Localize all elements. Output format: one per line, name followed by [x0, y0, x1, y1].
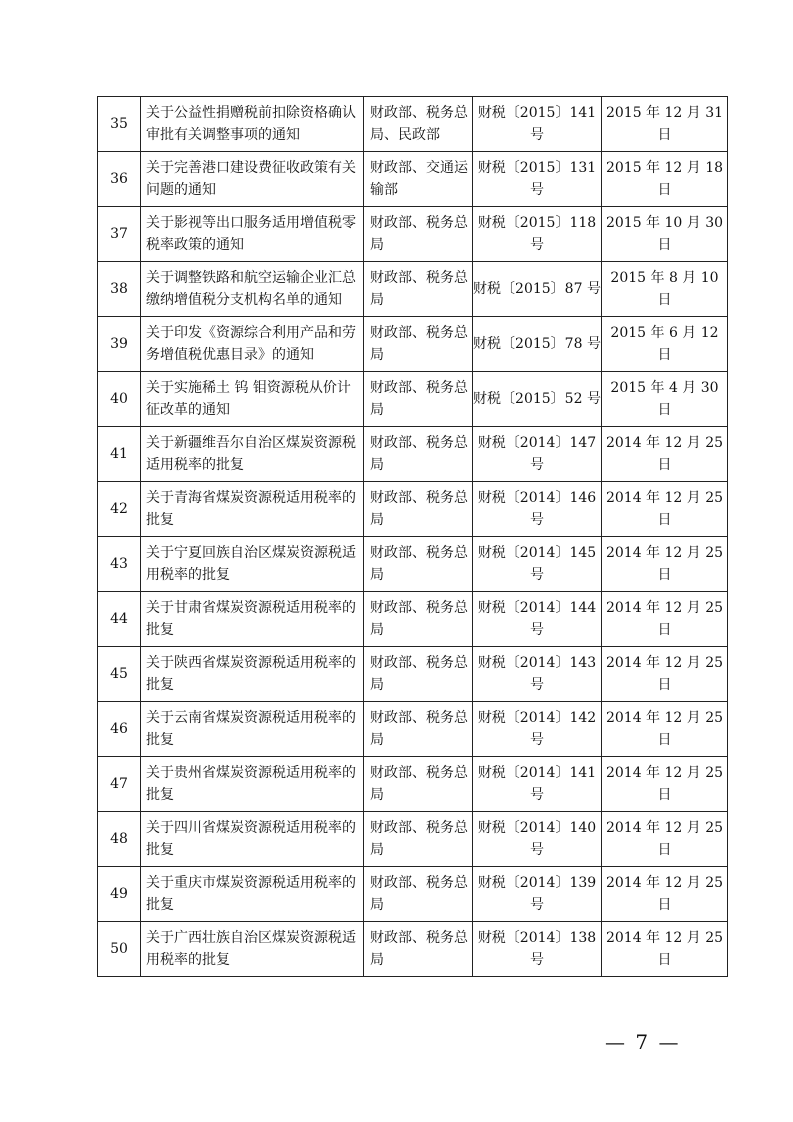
issuing-department: 财政部、税务总局: [364, 867, 473, 922]
document-title: 关于甘肃省煤炭资源税适用税率的批复: [141, 592, 364, 647]
table-row: [98, 647, 728, 702]
row-number: 48: [98, 812, 141, 867]
document-title: 关于公益性捐赠税前扣除资格确认审批有关调整事项的通知: [141, 97, 364, 152]
issuing-department: 财政部、税务总局: [364, 262, 473, 317]
issue-date: 2015 年 12 月 18 日: [602, 152, 728, 207]
row-number: 42: [98, 482, 141, 537]
issue-date: 2014 年 12 月 25 日: [602, 427, 728, 482]
issuing-department: 财政部、税务总局: [364, 427, 473, 482]
table-row: [98, 372, 728, 427]
document-number: 财税〔2015〕78 号: [473, 317, 602, 372]
issuing-department: 财政部、税务总局: [364, 482, 473, 537]
document-title: 关于重庆市煤炭资源税适用税率的批复: [141, 867, 364, 922]
issuing-department: 财政部、税务总局、民政部: [364, 97, 473, 152]
row-number: 45: [98, 647, 141, 702]
document-number: 财税〔2014〕142 号: [473, 702, 602, 757]
issue-date: 2014 年 12 月 25 日: [602, 482, 728, 537]
document-number: 财税〔2014〕145 号: [473, 537, 602, 592]
document-number: 财税〔2015〕141 号: [473, 97, 602, 152]
issuing-department: 财政部、税务总局: [364, 647, 473, 702]
table-row: [98, 537, 728, 592]
document-number: 财税〔2014〕144 号: [473, 592, 602, 647]
issue-date: 2015 年 12 月 31 日: [602, 97, 728, 152]
issuing-department: 财政部、税务总局: [364, 592, 473, 647]
row-number: 43: [98, 537, 141, 592]
issue-date: 2015 年 10 月 30 日: [602, 207, 728, 262]
issue-date: 2014 年 12 月 25 日: [602, 757, 728, 812]
issue-date: 2014 年 12 月 25 日: [602, 702, 728, 757]
table-row: [98, 427, 728, 482]
table-row: [98, 207, 728, 262]
page-number: — 7 —: [605, 1030, 681, 1054]
document-title: 关于陕西省煤炭资源税适用税率的批复: [141, 647, 364, 702]
table-row: [98, 317, 728, 372]
issue-date: 2014 年 12 月 25 日: [602, 867, 728, 922]
row-number: 40: [98, 372, 141, 427]
table-row: [98, 592, 728, 647]
document-number: 财税〔2015〕131 号: [473, 152, 602, 207]
document-title: 关于影视等出口服务适用增值税零税率政策的通知: [141, 207, 364, 262]
document-title: 关于云南省煤炭资源税适用税率的批复: [141, 702, 364, 757]
table-row: [98, 482, 728, 537]
issue-date: 2014 年 12 月 25 日: [602, 647, 728, 702]
table-row: [98, 757, 728, 812]
table-row: [98, 97, 728, 152]
document-title: 关于完善港口建设费征收政策有关问题的通知: [141, 152, 364, 207]
row-number: 44: [98, 592, 141, 647]
document-title: 关于贵州省煤炭资源税适用税率的批复: [141, 757, 364, 812]
issue-date: 2014 年 12 月 25 日: [602, 812, 728, 867]
document-number: 财税〔2015〕118 号: [473, 207, 602, 262]
issuing-department: 财政部、税务总局: [364, 757, 473, 812]
table-row: [98, 812, 728, 867]
row-number: 50: [98, 922, 141, 977]
document-title: 关于四川省煤炭资源税适用税率的批复: [141, 812, 364, 867]
row-number: 49: [98, 867, 141, 922]
document-number: 财税〔2014〕146 号: [473, 482, 602, 537]
document-title: 关于广西壮族自治区煤炭资源税适用税率的批复: [141, 922, 364, 977]
row-number: 37: [98, 207, 141, 262]
issuing-department: 财政部、税务总局: [364, 317, 473, 372]
row-number: 47: [98, 757, 141, 812]
issuing-department: 财政部、税务总局: [364, 537, 473, 592]
document-list-table: [97, 96, 728, 977]
document-number: 财税〔2014〕140 号: [473, 812, 602, 867]
document-number: 财税〔2014〕138 号: [473, 922, 602, 977]
issue-date: 2015 年 4 月 30 日: [602, 372, 728, 427]
issuing-department: 财政部、税务总局: [364, 702, 473, 757]
document-title: 关于青海省煤炭资源税适用税率的批复: [141, 482, 364, 537]
issue-date: 2015 年 8 月 10 日: [602, 262, 728, 317]
document-number: 财税〔2014〕139 号: [473, 867, 602, 922]
table-row: [98, 262, 728, 317]
document-number: 财税〔2015〕52 号: [473, 372, 602, 427]
issuing-department: 财政部、税务总局: [364, 922, 473, 977]
document-title: 关于实施稀土 钨 钼资源税从价计征改革的通知: [141, 372, 364, 427]
document-title: 关于新疆维吾尔自治区煤炭资源税适用税率的批复: [141, 427, 364, 482]
table-row: [98, 152, 728, 207]
row-number: 41: [98, 427, 141, 482]
document-number: 财税〔2014〕143 号: [473, 647, 602, 702]
issue-date: 2015 年 6 月 12 日: [602, 317, 728, 372]
issuing-department: 财政部、交通运输部: [364, 152, 473, 207]
document-title: 关于宁夏回族自治区煤炭资源税适用税率的批复: [141, 537, 364, 592]
issuing-department: 财政部、税务总局: [364, 372, 473, 427]
issue-date: 2014 年 12 月 25 日: [602, 922, 728, 977]
table-row: [98, 922, 728, 977]
document-number: 财税〔2014〕141 号: [473, 757, 602, 812]
row-number: 38: [98, 262, 141, 317]
issuing-department: 财政部、税务总局: [364, 812, 473, 867]
document-title: 关于调整铁路和航空运输企业汇总缴纳增值税分支机构名单的通知: [141, 262, 364, 317]
issue-date: 2014 年 12 月 25 日: [602, 537, 728, 592]
row-number: 35: [98, 97, 141, 152]
document-number: 财税〔2014〕147 号: [473, 427, 602, 482]
table-row: [98, 702, 728, 757]
issuing-department: 财政部、税务总局: [364, 207, 473, 262]
document-number: 财税〔2015〕87 号: [473, 262, 602, 317]
row-number: 39: [98, 317, 141, 372]
row-number: 46: [98, 702, 141, 757]
row-number: 36: [98, 152, 141, 207]
document-title: 关于印发《资源综合利用产品和劳务增值税优惠目录》的通知: [141, 317, 364, 372]
issue-date: 2014 年 12 月 25 日: [602, 592, 728, 647]
table-row: [98, 867, 728, 922]
